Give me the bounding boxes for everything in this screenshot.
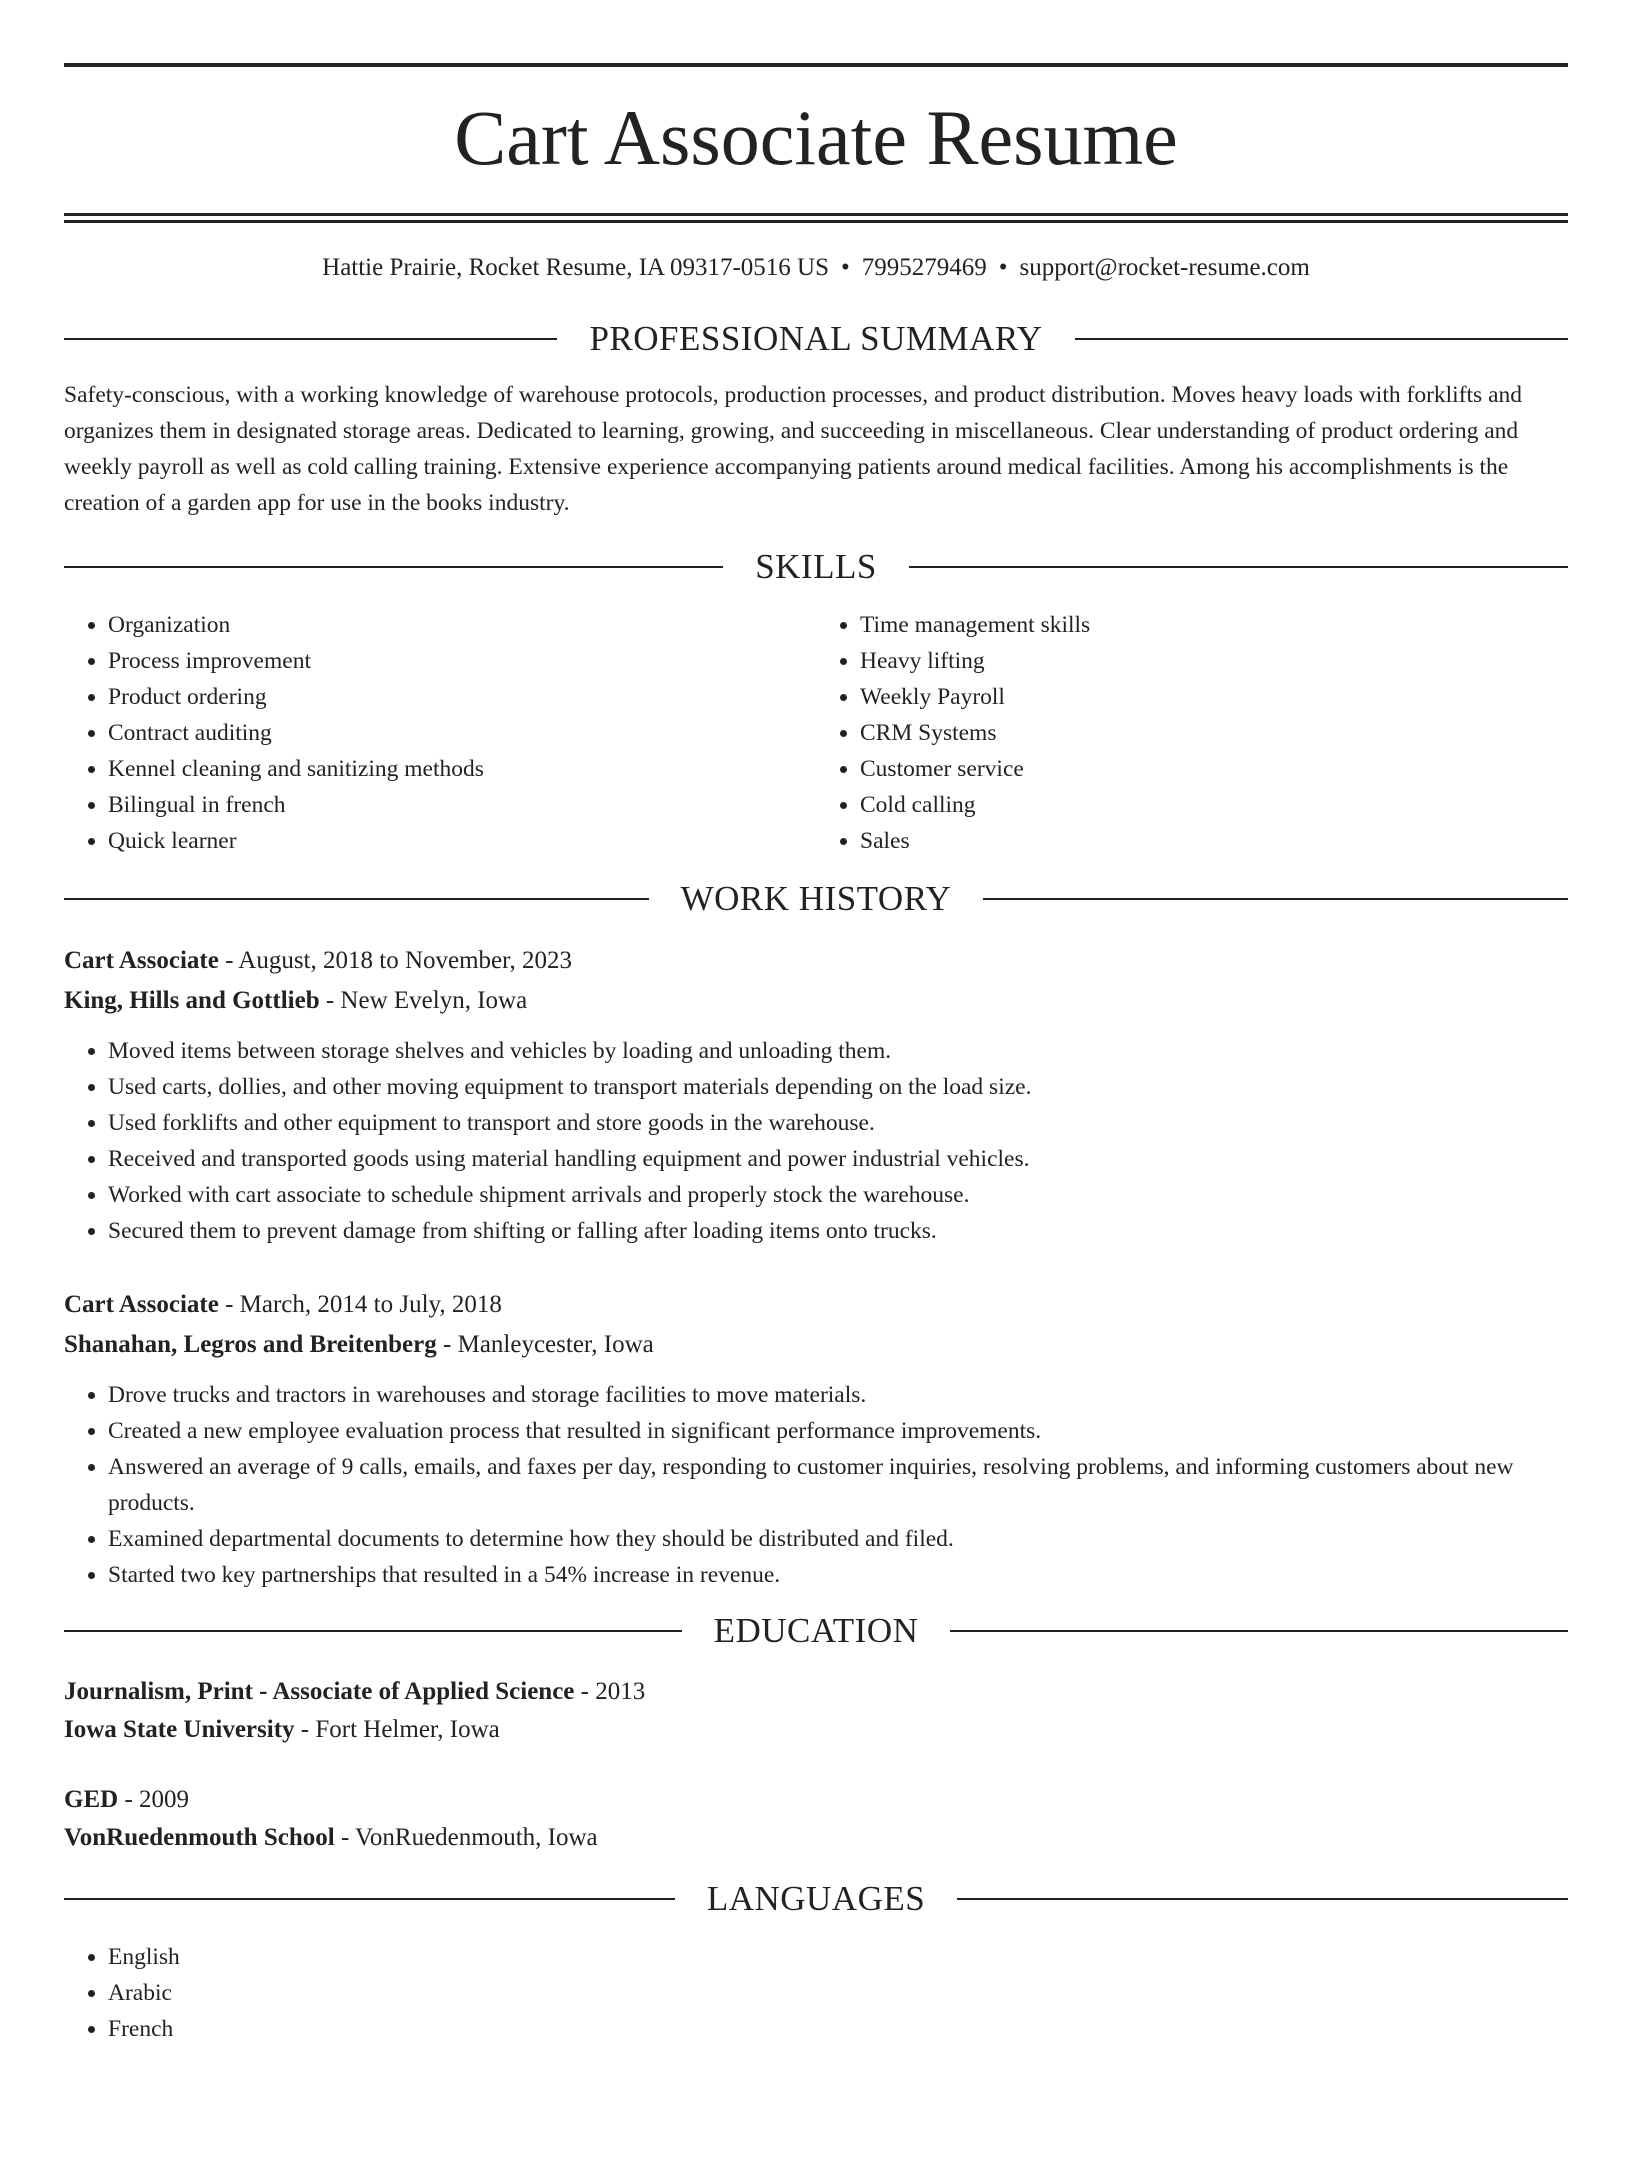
education-degree: GED xyxy=(64,1786,119,1813)
skill-item: • CRM Systems xyxy=(860,715,1568,751)
job-duty: • Answered an average of 9 calls, emails, and faxes per day, responding to customer inquiries, resolving problems, and informing customers about new products. xyxy=(108,1449,1568,1521)
heading-rule-left xyxy=(64,338,557,340)
job-duties xyxy=(64,1033,1568,1249)
education-school: VonRuedenmouth School xyxy=(64,1824,335,1851)
job-company-line xyxy=(64,981,1568,1021)
heading-rule-left xyxy=(64,1630,682,1632)
skills-column-right xyxy=(816,607,1568,859)
resume-title: Cart Associate Resume xyxy=(454,94,1178,181)
heading-rule-left xyxy=(64,898,649,900)
resume-page xyxy=(0,63,1632,2175)
summary-heading-label: PROFESSIONAL SUMMARY xyxy=(589,319,1043,358)
job-duty: • Used forklifts and other equipment to transport and store goods in the warehouse. xyxy=(108,1105,1568,1141)
language-item: • Arabic xyxy=(108,1975,1568,2011)
languages-heading-label: LANGUAGES xyxy=(706,1879,926,1918)
job-duty: • Received and transported goods using material handling equipment and power industrial vehicles. xyxy=(108,1141,1568,1177)
job-duty: • Worked with cart associate to schedule shipment arrivals and properly stock the warehouse. xyxy=(108,1177,1568,1213)
job-duty: • Used carts, dollies, and other moving equipment to transport materials depending on the load size. xyxy=(108,1069,1568,1105)
skill-item: • Weekly Payroll xyxy=(860,679,1568,715)
heading-rule-right xyxy=(950,1630,1568,1632)
skills-heading-label: SKILLS xyxy=(755,547,877,586)
job-title-line xyxy=(64,941,1568,981)
job-duty: • Started two key partnerships that resulted in a 54% increase in revenue. xyxy=(108,1557,1568,1593)
heading-rule-left xyxy=(64,1898,675,1900)
contact-separator: • xyxy=(998,254,1008,281)
skill-item: • Bilingual in french xyxy=(108,787,816,823)
skill-item: • Contract auditing xyxy=(108,715,816,751)
education-school-line xyxy=(64,1711,1568,1749)
education-location: - Fort Helmer, Iowa xyxy=(294,1716,500,1743)
contact-address: Hattie Prairie, Rocket Resume, IA 09317-0516 US xyxy=(322,254,830,281)
contact-email: support@rocket-resume.com xyxy=(1019,254,1310,281)
education-entry xyxy=(64,1673,1568,1749)
job-dates: - March, 2014 to July, 2018 xyxy=(218,1291,502,1318)
skill-item: • Customer service xyxy=(860,751,1568,787)
skills-list xyxy=(64,607,1568,859)
education-entry xyxy=(64,1781,1568,1857)
job-entry xyxy=(64,1285,1568,1593)
job-title-line xyxy=(64,1285,1568,1325)
title-double-rule xyxy=(64,213,1568,223)
job-title: Cart Associate xyxy=(64,1291,219,1318)
job-duty: • Drove trucks and tractors in warehouses and storage facilities to move materials. xyxy=(108,1377,1568,1413)
education-school: Iowa State University xyxy=(64,1716,295,1743)
job-entry xyxy=(64,941,1568,1249)
education-school-line xyxy=(64,1819,1568,1857)
job-location: - Manleycester, Iowa xyxy=(436,1331,654,1358)
job-company: Shanahan, Legros and Breitenberg xyxy=(64,1331,437,1358)
education-year: - 2013 xyxy=(574,1678,646,1705)
skill-item: • Heavy lifting xyxy=(860,643,1568,679)
contact-separator: • xyxy=(841,254,850,281)
heading-rule-left xyxy=(64,566,723,568)
heading-rule-right xyxy=(957,1898,1568,1900)
job-title: Cart Associate xyxy=(64,947,219,974)
heading-rule-right xyxy=(909,566,1568,568)
language-item: • English xyxy=(108,1939,1568,1975)
job-company: King, Hills and Gottlieb xyxy=(64,987,320,1014)
summary-heading xyxy=(64,319,1568,359)
skill-item: • Time management skills xyxy=(860,607,1568,643)
heading-rule-right xyxy=(983,898,1568,900)
heading-rule-right xyxy=(1075,338,1568,340)
top-rule xyxy=(64,63,1568,67)
contact-line xyxy=(64,253,1568,283)
education-heading xyxy=(64,1611,1568,1651)
skill-item: • Process improvement xyxy=(108,643,816,679)
job-duty: • Moved items between storage shelves and vehicles by loading and unloading them. xyxy=(108,1033,1568,1069)
job-duty: • Created a new employee evaluation process that resulted in significant performance improvements. xyxy=(108,1413,1568,1449)
languages-list xyxy=(64,1939,1568,2047)
education-degree-line xyxy=(64,1673,1568,1711)
skill-item: • Kennel cleaning and sanitizing methods xyxy=(108,751,816,787)
job-company-line xyxy=(64,1325,1568,1365)
work-heading xyxy=(64,879,1568,919)
skill-item: • Organization xyxy=(108,607,816,643)
job-duty: • Secured them to prevent damage from shifting or falling after loading items onto trucks. xyxy=(108,1213,1568,1249)
language-item: • French xyxy=(108,2011,1568,2047)
education-degree-line xyxy=(64,1781,1568,1819)
skills-column-left xyxy=(64,607,816,859)
summary-text: Safety-conscious, with a working knowledge of warehouse protocols, production processes, and product distribution. Moves heavy loads with forklifts and organizes them in designated storage areas. Dedicated to learning, growing, and succeeding in miscellaneous. Clear understanding of product ordering and weekly payroll as well as cold calling training. Extensive experience accompanying patients around medical facilities. Among his accomplishments is the creation of a garden app for use in the books industry. xyxy=(64,382,1523,516)
skills-heading xyxy=(64,547,1568,587)
skill-item: • Quick learner xyxy=(108,823,816,859)
job-dates: - August, 2018 to November, 2023 xyxy=(218,947,572,974)
languages-heading xyxy=(64,1879,1568,1919)
skill-item: • Cold calling xyxy=(860,787,1568,823)
job-duty: • Examined departmental documents to determine how they should be distributed and filed. xyxy=(108,1521,1568,1557)
contact-phone: 7995279469 xyxy=(861,254,987,281)
skill-item: • Sales xyxy=(860,823,1568,859)
skill-item: • Product ordering xyxy=(108,679,816,715)
education-heading-label: EDUCATION xyxy=(713,1611,919,1650)
job-location: - New Evelyn, Iowa xyxy=(319,987,528,1014)
education-location: - VonRuedenmouth, Iowa xyxy=(334,1824,598,1851)
job-duties xyxy=(64,1377,1568,1593)
education-year: - 2009 xyxy=(118,1786,190,1813)
work-heading-label: WORK HISTORY xyxy=(680,879,952,918)
education-degree: Journalism, Print - Associate of Applied Science xyxy=(64,1678,575,1705)
